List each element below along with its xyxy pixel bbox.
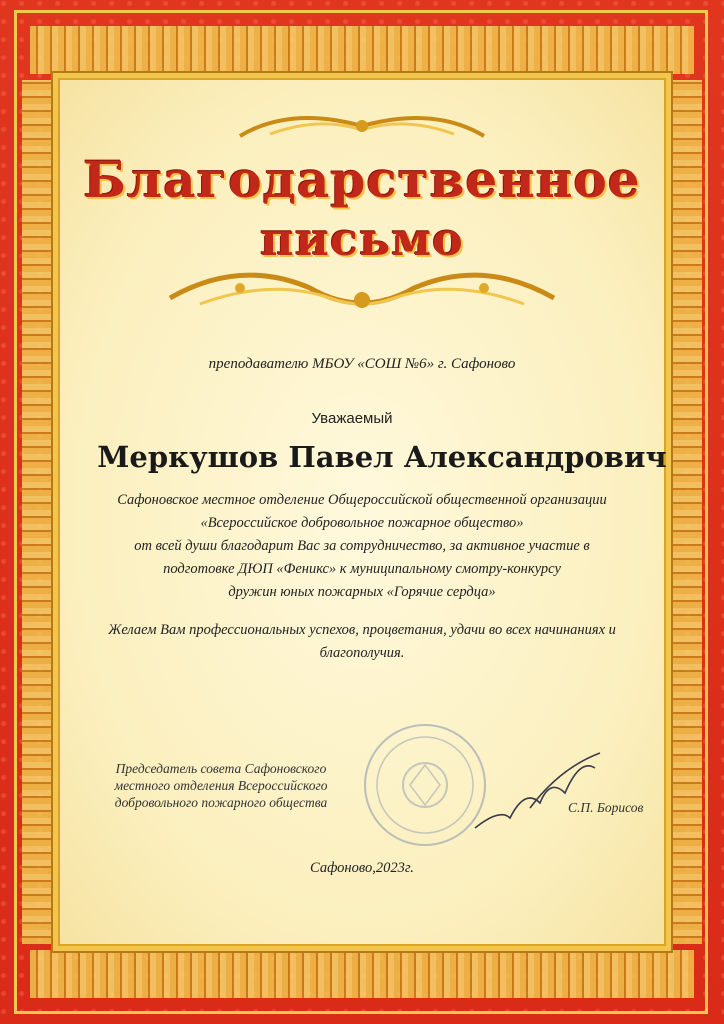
wishes-line-2: благополучия. (319, 645, 405, 661)
signatory-position-line: местного отделения Всероссийского (114, 778, 328, 793)
signatory-position (96, 760, 346, 811)
body-line-1: Сафоновское местное отделение Общероссийской общественной организации (117, 492, 607, 508)
signatory-position-line: Председатель совета Сафоновского (115, 761, 327, 776)
top-ornament (30, 26, 694, 74)
signatory-position-line: добровольного пожарного общества (114, 795, 328, 810)
top-flourish (230, 106, 494, 146)
body-line-3: от всей души благодарит Вас за сотрудничество, за активное участие в (134, 538, 590, 554)
bottom-ornament (30, 950, 694, 998)
signature (470, 748, 610, 838)
signatory-name: С.П. Борисов (568, 800, 644, 815)
left-ornament (22, 80, 54, 944)
body-line-4: подготовке ДЮП «Феникс» к муниципальному смотру-конкурсу (163, 561, 561, 577)
title-flourish (160, 258, 564, 328)
right-ornament (670, 80, 702, 944)
title-line-1: Благодарственное (83, 150, 641, 209)
recipient-name: Меркушов Павел Александрович (97, 440, 667, 474)
recipient-role: преподавателю МБОУ «СОШ №6» г. Сафоново (208, 356, 516, 372)
wishes-line-1: Желаем Вам профессиональных успехов, процветания, удачи во всех начинаниях и (108, 622, 616, 638)
title-line-2: письмо (260, 212, 464, 266)
body-line-5: дружин юных пожарных «Горячие сердца» (228, 584, 496, 600)
body-line-2: «Всероссийское добровольное пожарное общество» (200, 515, 524, 531)
place-date: Сафоново,2023г. (310, 860, 414, 876)
greeting: Уважаемый (311, 410, 393, 427)
